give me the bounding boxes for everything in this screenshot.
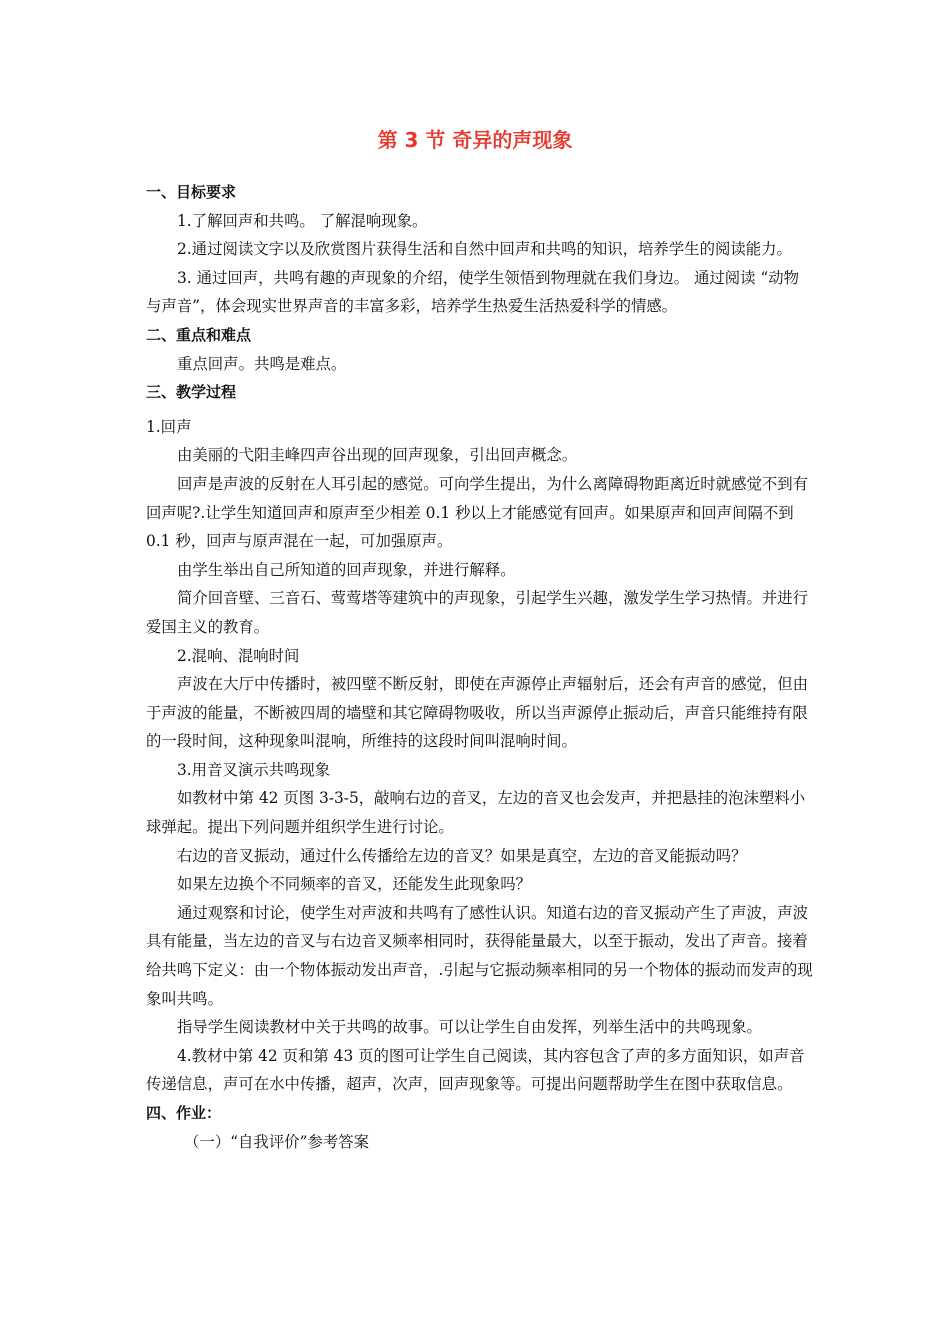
paragraph: 简介回音壁、三音石、莺莺塔等建筑中的声现象，引起学生兴趣，激发学生学习热情。并进行爱国主义的教育。 bbox=[146, 589, 809, 636]
section-heading-key-points: 二、重点和难点 bbox=[146, 325, 252, 344]
key-points-text: 重点回声。共鸣是难点。 bbox=[177, 354, 347, 373]
section-heading-goals: 一、目标要求 bbox=[146, 183, 237, 201]
goal-item-2: 2.通过阅读文字以及欣赏图片获得生活和自然中回声和共鸣的知识，培养学生的阅读能力。 bbox=[177, 240, 792, 259]
paragraph: 由美丽的弋阳圭峰四声谷出现的回声现象，引出回声概念。 bbox=[177, 446, 578, 465]
document-body bbox=[146, 178, 814, 1156]
paragraph: 通过观察和讨论，使学生对声波和共鸣有了感性认识。知道右边的音叉振动产生了声波，声波具有能量，当左边的音叉与右边音叉频率相同时，获得能量最大，以至于振动，发出了声音。接着给共鸣下定义：由一个物体振动发出声音，.引起与它振动频率相同的另一个物体的振动而发声的现象叫共鸣。 bbox=[146, 903, 813, 1008]
paragraph: 如教材中第 42 页图 3-3-5，敲响右边的音叉，左边的音叉也会发声，并把悬挂的泡沫塑料小球弹起。提出下列问题并组织学生进行讨论。 bbox=[146, 789, 806, 837]
section-heading-homework: 四、作业： bbox=[146, 1104, 222, 1122]
paragraph: 4.教材中第 42 页和第 43 页的图可让学生自己阅读，其内容包含了声的多方面知识，如声音传递信息，声可在水中传播，超声，次声，回声现象等。可提出问题帮助学生在图中获取信息。 bbox=[146, 1046, 805, 1094]
paragraph: 由学生举出自己所知道的回声现象，并进行解释。 bbox=[177, 560, 516, 579]
paragraph: 声波在大厅中传播时，被四壁不断反射，即使在声源停止声辐射后，还会有声音的感觉，但由于声波的能量，不断被四周的墙壁和其它障碍物吸收，所以当声源停止振动后，声音只能维持有限的一段时间，这种现象叫混响，所维持的这段时间叫混响时间。 bbox=[146, 675, 809, 751]
paragraph: 回声是声波的反射在人耳引起的感觉。可向学生提出，为什么离障碍物距离近时就感觉不到有回声呢?.让学生知道回声和原声至少相差 0.1 秒以上才能感觉有回声。如果原声和回声间隔不到 0.1 秒，回声与原声混在一起，可加强原声。 bbox=[146, 474, 809, 551]
subheading-echo: 1.回声 bbox=[146, 417, 192, 436]
paragraph: 指导学生阅读教材中关于共鸣的故事。可以让学生自由发挥，列举生活中的共鸣现象。 bbox=[177, 1018, 762, 1037]
subheading-resonance: 3.用音叉演示共鸣现象 bbox=[177, 760, 331, 779]
subheading-reverb: 2.混响、混响时间 bbox=[177, 646, 300, 665]
goal-item-3: 3. 通过回声，共鸣有趣的声现象的介绍，使学生领悟到物理就在我们身边。 通过阅读 “动物与声音”，体会现实世界声音的丰富多彩，培养学生热爱生活热爱科学的情感。 bbox=[146, 268, 800, 316]
paragraph: 右边的音叉振动，通过什么传播给左边的音叉？如果是真空，左边的音叉能振动吗？ bbox=[177, 846, 747, 865]
section-heading-process: 三、教学过程 bbox=[146, 383, 237, 402]
goal-item-1: 1.了解回声和共鸣。 了解混响现象。 bbox=[177, 211, 428, 230]
paragraph: 如果左边换个不同频率的音叉，还能发生此现象吗？ bbox=[177, 875, 531, 894]
page-title: 第 3 节 奇异的声现象 bbox=[377, 128, 573, 152]
homework-text: （一）“自我评价”参考答案 bbox=[184, 1132, 370, 1151]
